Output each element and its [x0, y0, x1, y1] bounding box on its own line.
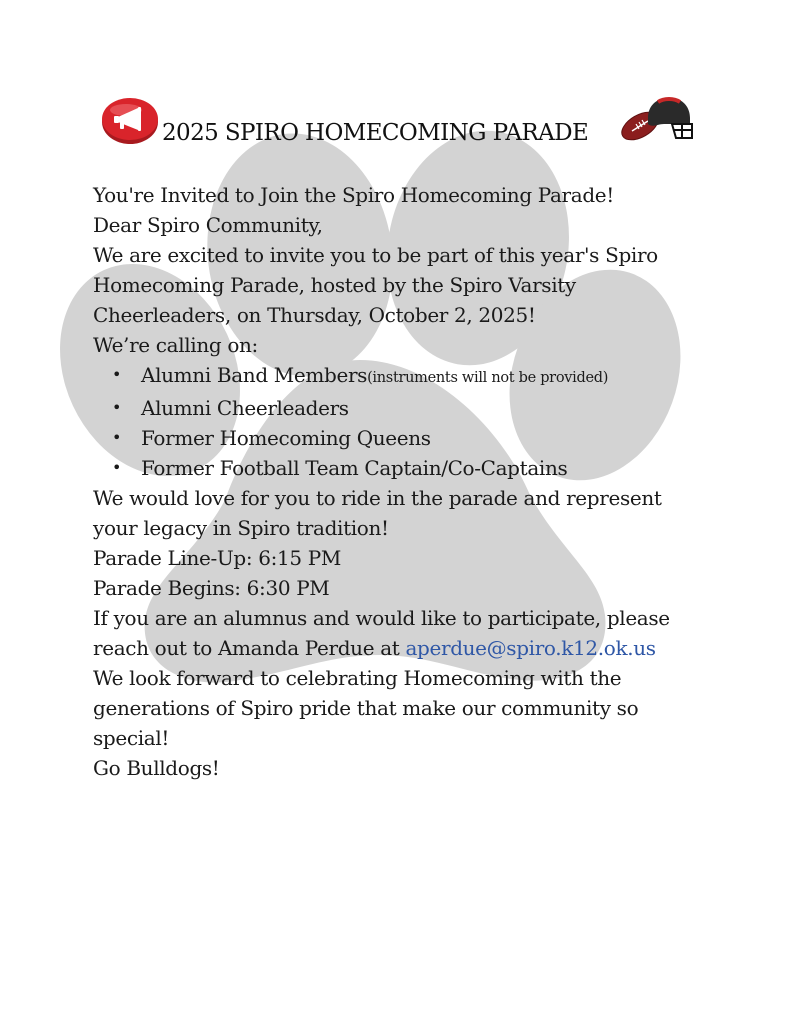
invitation-body	[93, 180, 703, 783]
invitee-list	[93, 360, 703, 483]
ride-paragraph: We would love for you to ride in the parade and represent your legacy in Spiro tradition!	[93, 486, 662, 540]
begins-time: Parade Begins: 6:30 PM	[93, 576, 330, 600]
list-item	[93, 453, 703, 483]
bullet: •	[112, 398, 122, 417]
list-item	[93, 423, 703, 453]
list-item	[93, 393, 703, 423]
bullet: •	[112, 428, 122, 447]
football-helmet-icon	[618, 94, 694, 146]
contact-paragraph	[93, 603, 703, 663]
list-item	[93, 360, 703, 393]
closing-paragraph: We look forward to celebrating Homecoming with the generations of Spiro pride that make our community so special!	[93, 666, 639, 750]
contact-email-link[interactable]: aperdue@spiro.k12.ok.us	[405, 636, 656, 660]
bullet: •	[112, 458, 122, 477]
signoff: Go Bulldogs!	[93, 756, 220, 780]
intro-paragraph: We are excited to invite you to be part of this year's Spiro Homecoming Parade, hosted by the Spiro Varsity Cheerleaders, on Thursday, October 2, 2025!	[93, 243, 658, 327]
header	[0, 94, 791, 154]
list-item-note: (instruments will not be provided)	[367, 370, 609, 386]
contact-text: If you are an alumnus and would like to participate, please reach out to Amanda Perdue at	[93, 606, 670, 660]
megaphone-icon	[100, 96, 160, 146]
calling-on-label: We’re calling on:	[93, 333, 258, 357]
list-item-text: Former Homecoming Queens	[141, 426, 431, 450]
page-title: 2025 SPIRO HOMECOMING PARADE	[162, 120, 589, 146]
lineup-time: Parade Line-Up: 6:15 PM	[93, 546, 342, 570]
greeting: Dear Spiro Community,	[93, 213, 323, 237]
list-item-text: Alumni Band Members	[141, 363, 368, 387]
invite-heading: You're Invited to Join the Spiro Homecoming Parade!	[93, 183, 614, 207]
list-item-text: Alumni Cheerleaders	[141, 396, 349, 420]
list-item-text: Former Football Team Captain/Co-Captains	[141, 456, 568, 480]
bullet: •	[112, 365, 122, 384]
